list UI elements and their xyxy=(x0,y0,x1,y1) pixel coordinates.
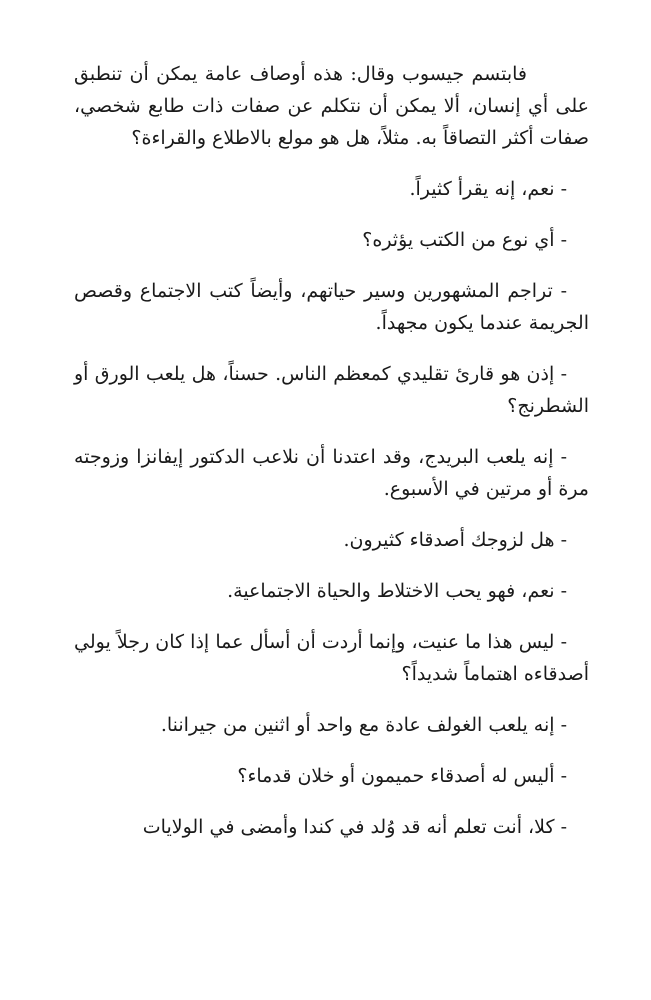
dialogue-line: - هل لزوجك أصدقاء كثيرون. xyxy=(343,529,567,551)
dialogue-line: - إنه يلعب الغولف عادة مع واحد أو اثنين من جيراننا. xyxy=(160,714,567,736)
dialogue-line: - نعم، فهو يحب الاختلاط والحياة الاجتماعية. xyxy=(227,580,567,602)
dialogue-line: - أليس له أصدقاء حميمون أو خلان قدماء؟ xyxy=(237,765,567,787)
book-page xyxy=(74,58,589,843)
dialogue-line: - إنه يلعب البريدج، وقد اعتدنا أن نلاعب الدكتور إيفانزا وزوجته مرة أو مرتين في الأسبوع. xyxy=(74,446,589,500)
dialogue-line: - نعم، إنه يقرأ كثيراً. xyxy=(409,178,567,200)
dialogue-line: - إذن هو قارئ تقليدي كمعظم الناس. حسناً، هل يلعب الورق أو الشطرنج؟ xyxy=(74,363,589,417)
dialogue-line: - أي نوع من الكتب يؤثره؟ xyxy=(362,229,567,251)
dialogue-line: - كلا، أنت تعلم أنه قد وُلد في كندا وأمضى في الولايات xyxy=(142,816,567,838)
dialogue-line: - تراجم المشهورين وسير حياتهم، وأيضاً كتب الاجتماع وقصص الجريمة عندما يكون مجهداً. xyxy=(74,280,589,334)
narrative-paragraph: فابتسم جيسوب وقال: هذه أوصاف عامة يمكن أن تنطبق على أي إنسان، ألا يمكن أن نتكلم عن صفات ذات طابع شخصي، صفات أكثر التصاقاً به. مثلاً، هل هو مولع بالاطلاع والقراءة؟ xyxy=(74,63,589,149)
dialogue-line: - ليس هذا ما عنيت، وإنما أردت أن أسأل عما إذا كان رجلاً يولي أصدقاءه اهتماماً شديداً؟ xyxy=(74,631,589,685)
